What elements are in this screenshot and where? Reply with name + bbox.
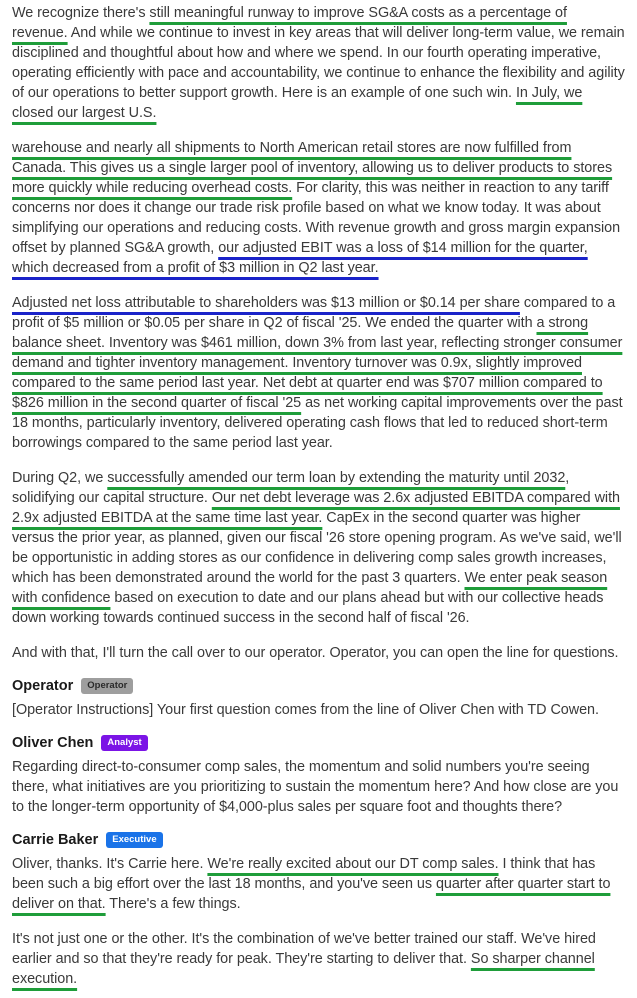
highlighted-text-green: still meaningful runway to improve SG&A costs as a percentage of revenue.	[12, 5, 567, 41]
role-badge: Operator	[81, 678, 133, 694]
text-segment: And while we continue to invest in key areas that will deliver long-term value, we remain disciplined and thoughtful about how and where we spend. In our fourth operating imperative, operating efficiently with pace and accountability, we continue to enhance the flexibility and agility of our operations to better support growth. Here is an example of one such win.	[12, 25, 625, 101]
highlighted-text-blue: our adjusted EBIT was a loss of $14 million for the quarter, which decreased from a profit of $3 million in Q2 last year.	[12, 240, 588, 276]
speaker-name: Carrie Baker	[12, 832, 99, 848]
highlighted-text-green: quarter after quarter start to deliver on that.	[12, 876, 611, 912]
role-badge: Analyst	[101, 735, 147, 751]
text-segment: CapEx in the second quarter was higher versus the prior year, as planned, given our fiscal '26 store opening program. As we've said, we'll be opportunistic in adding stores as our confidence in delivering comp sales growth increases, which has been demonstrated around the world for the past 3 quarters.	[12, 510, 622, 586]
text-segment: It's not just one or the other. It's the combination of we've better trained our staff. We've hired earlier and so that they're ready for peak. They're starting to deliver that.	[12, 931, 596, 967]
paragraph	[12, 643, 625, 663]
paragraph	[12, 468, 625, 628]
paragraph	[12, 929, 625, 989]
text-segment: based on execution to date and our plans ahead but with our collective heads down working towards continued success in the second half of fiscal '26.	[12, 590, 604, 626]
text-segment: Oliver, thanks. It's Carrie here.	[12, 856, 208, 872]
paragraph	[12, 700, 625, 720]
speaker-name: Oliver Chen	[12, 735, 94, 751]
speaker-name: Operator	[12, 678, 74, 694]
highlighted-text-green: successfully amended our term loan by extending the maturity until 2032	[107, 470, 566, 486]
text-segment: There's a few things.	[105, 896, 241, 912]
speaker-header	[12, 678, 625, 694]
intro-section	[12, 3, 625, 663]
highlighted-text-green: Our net debt leverage was 2.6x adjusted EBITDA compared with 2.9x adjusted EBITDA at the same time last year.	[12, 490, 620, 526]
text-segment: We recognize there's	[12, 5, 150, 21]
speaker-header	[12, 735, 625, 751]
text-segment: I think that has been such a big effort over the last 18 months, and you've seen us	[12, 856, 596, 892]
text-segment: Regarding direct-to-consumer comp sales, the momentum and solid numbers you're seeing there, what initiatives are you prioritizing to sustain the momentum here? And how close are you to the longer-term opportunity of $4,000-plus sales per square foot and thoughts there?	[12, 759, 619, 815]
highlighted-text-green: We're really excited about our DT comp sales.	[207, 856, 499, 872]
role-badge: Executive	[106, 832, 162, 848]
paragraph	[12, 138, 625, 278]
highlighted-text-green: We enter peak season with confidence	[12, 570, 608, 606]
paragraph	[12, 3, 625, 123]
highlighted-text-green: a strong balance sheet. Inventory was $461 million, down 3% from last year, reflecting stronger consumer demand and tighter inventory management. Inventory turnover was 0.9x, slightly improved compared to the same period last year. Net debt at quarter end was $707 million compared to $826 million in the second quarter of fiscal '25	[12, 315, 623, 411]
text-segment: as net working capital improvements over the past 18 months, particularly inventory, delivered operating cash flows that led to reduced short-term borrowings compared to the same period last year.	[12, 395, 623, 451]
highlighted-text-green: In July, we closed our largest U.S.	[12, 85, 583, 121]
speaker-block-operator	[12, 678, 625, 720]
text-segment: For clarity, this was neither in reaction to any tariff concerns nor does it change our trade risk profile based on what we know today. It was about simplifying our operations and reducing costs. With revenue growth and gross margin expansion offset by planned SG&A growth,	[12, 180, 621, 256]
text-segment: compared to a profit of $5 million or $0.05 per share in Q2 of fiscal '25. We ended the quarter with	[12, 295, 616, 331]
speaker-header	[12, 832, 625, 848]
text-segment: , solidifying our capital structure.	[12, 470, 570, 506]
highlighted-text-blue: Adjusted net loss attributable to shareholders was $13 million or $0.14 per share	[12, 295, 520, 311]
text-segment: [Operator Instructions] Your first question comes from the line of Oliver Chen with TD Cowen.	[12, 702, 599, 718]
paragraph	[12, 293, 625, 453]
speaker-block-executive	[12, 832, 625, 989]
text-segment: And with that, I'll turn the call over to our operator. Operator, you can open the line for questions.	[12, 645, 619, 661]
highlighted-text-green: warehouse and nearly all shipments to North American retail stores are now fulfilled from Canada. This gives us a single larger pool of inventory, allowing us to deliver products to stores more quickly while reducing overhead costs.	[12, 140, 613, 196]
highlighted-text-green: So sharper channel execution.	[12, 951, 595, 987]
paragraph	[12, 757, 625, 817]
text-segment: During Q2, we	[12, 470, 108, 486]
paragraph	[12, 854, 625, 914]
speaker-block-analyst	[12, 735, 625, 817]
